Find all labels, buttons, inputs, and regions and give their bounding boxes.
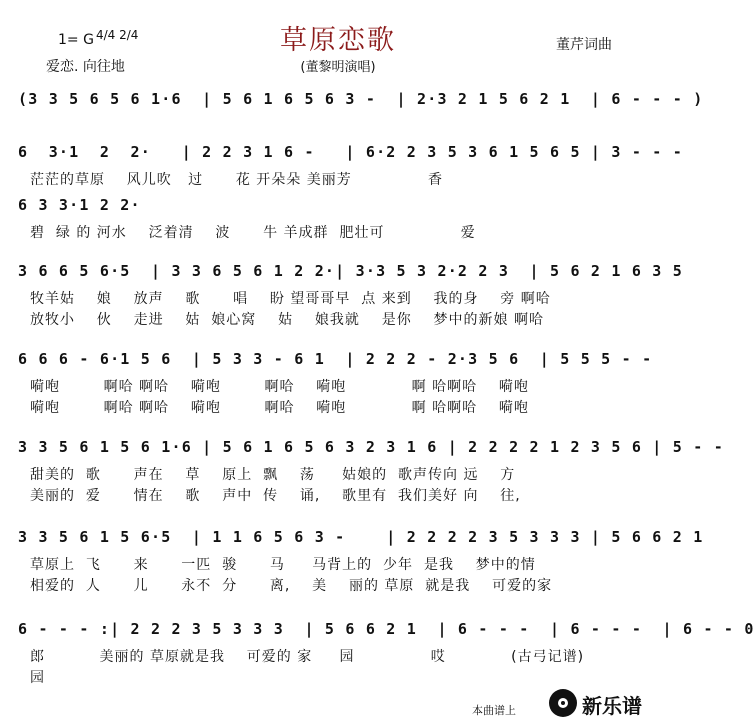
lyric-line: 牧羊姑 娘 放声 歌 唱 盼 望哥哥早 点 来到 我的身 旁 啊哈 bbox=[30, 291, 551, 307]
composer-credit: 董芹词曲 bbox=[556, 37, 612, 53]
song-title: 草原恋歌 bbox=[280, 25, 396, 56]
lyric-line: 郎 美丽的 草原就是我 可爱的 家 园 哎 (古弓记谱) bbox=[30, 649, 585, 665]
vinyl-logo-icon bbox=[548, 688, 578, 718]
notation-row: 3 3 5 6 1 5 6 1·6 | 5 6 1 6 5 6 3 2 3 1 6 | 2 2 2 2 1 2 3 5 6 | 5 - - bbox=[18, 438, 724, 456]
notation-row: 6 - - - :| 2 2 2 3 5 3 3 3 | 5 6 6 2 1 | 6 - - - | 6 - - - | 6 - - 0 bbox=[18, 620, 755, 638]
singer-credit: (董黎明演唱) bbox=[300, 60, 376, 75]
lyric-line: 碧 绿 的 河水 泛着清 波 牛 羊成群 肥壮可 爱 bbox=[30, 225, 476, 241]
lyric-line: 甜美的 歌 声在 草 原上 飘 荡 姑娘的 歌声传向 远 方 bbox=[30, 467, 516, 483]
key-signature: 1= G bbox=[58, 32, 94, 48]
lyric-line: 放牧小 伙 走进 姑 娘心窝 姑 娘我就 是你 梦中的新娘 啊哈 bbox=[30, 312, 544, 328]
notation-row: 6 6 6 - 6·1 5 6 | 5 3 3 - 6 1 | 2 2 2 - 2·3 5 6 | 5 5 5 - - bbox=[18, 350, 653, 368]
performance-style: 爱恋. 向往地 bbox=[46, 59, 125, 75]
notation-row: 3 6 6 5 6·5 | 3 3 6 5 6 1 2 2·| 3·3 5 3 2·2 2 3 | 5 6 2 1 6 3 5 bbox=[18, 262, 683, 280]
lyric-line: 园 bbox=[30, 670, 45, 686]
lyric-line: 美丽的 爱 情在 歌 声中 传 诵, 歌里有 我们美好 向 往, bbox=[30, 488, 521, 504]
notation-row: 6 3 3·1 2 2· bbox=[18, 196, 141, 214]
lyric-line: 草原上 飞 来 一匹 骏 马 马背上的 少年 是我 梦中的情 bbox=[30, 557, 536, 573]
lyric-line: 嗬咆 啊哈 啊哈 嗬咆 啊哈 嗬咆 啊 哈啊哈 嗬咆 bbox=[30, 379, 529, 395]
footer-label: 本曲谱上 bbox=[472, 704, 516, 717]
time-signature: 4/4 2/4 bbox=[96, 28, 139, 42]
brand-name: 新乐谱 bbox=[582, 694, 642, 718]
notation-row: (3 3 5 6 5 6 1·6 | 5 6 1 6 5 6 3 - | 2·3 2 1 5 6 2 1 | 6 - - - ) bbox=[18, 90, 704, 108]
notation-row: 3 3 5 6 1 5 6·5 | 1 1 6 5 6 3 - | 2 2 2 2 3 5 3 3 3 | 5 6 6 2 1 bbox=[18, 528, 704, 546]
lyric-line: 嗬咆 啊哈 啊哈 嗬咆 啊哈 嗬咆 啊 哈啊哈 嗬咆 bbox=[30, 400, 529, 416]
notation-row: 6 3·1 2 2· | 2 2 3 1 6 - | 6·2 2 3 5 3 6 1 5 6 5 | 3 - - - bbox=[18, 143, 683, 161]
lyric-line: 相爱的 人 儿 永不 分 离, 美 丽的 草原 就是我 可爱的家 bbox=[30, 578, 553, 594]
lyric-line: 茫茫的草原 风儿吹 过 花 开朵朵 美丽芳 香 bbox=[30, 172, 444, 188]
